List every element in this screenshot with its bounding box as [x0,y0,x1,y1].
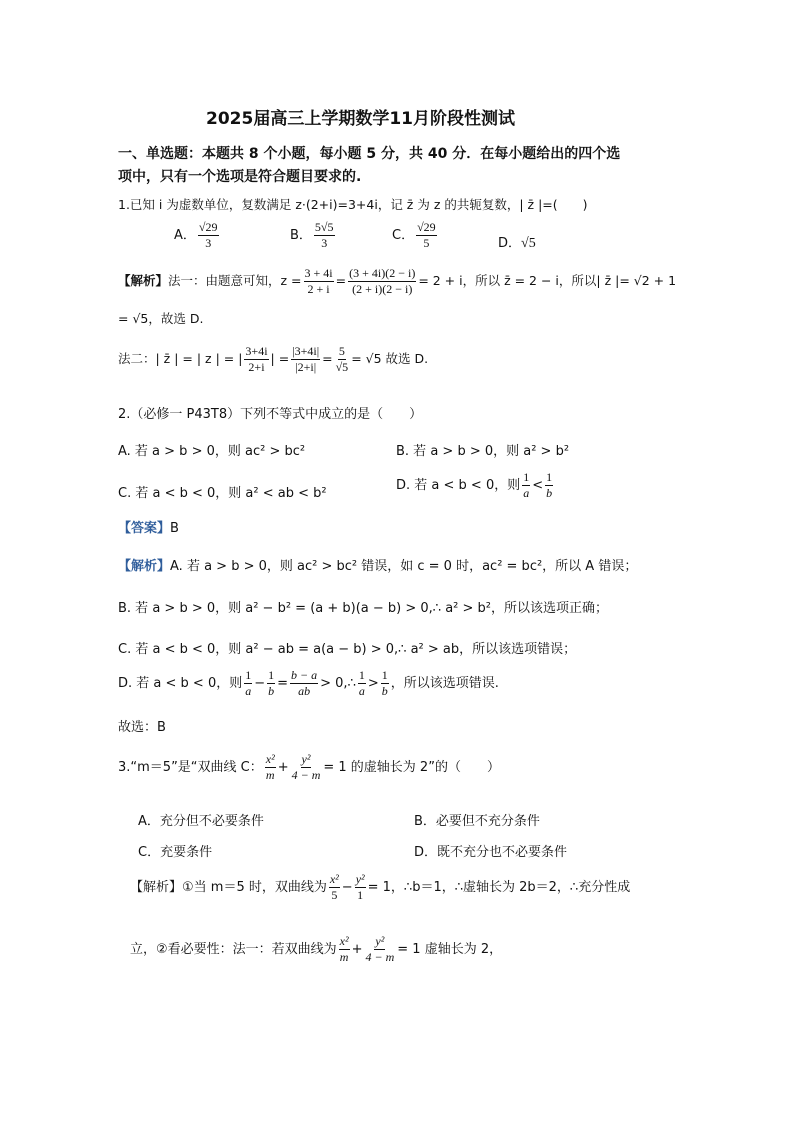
doc-title: 2025届高三上学期数学11月阶段性测试 [206,109,515,129]
section-heading-line1: 一、单选题：本题共 8 个小题，每小题 5 分，共 40 分．在每小题给出的四个选 [118,146,621,162]
q3-stem: 3.“m＝5”是“双曲线 C： $\frac{\text{x²}}{m}$ + $\frac{\text{y²}}{4 - m}$ = 1 的虚轴长为 2”的（ ） [118,752,500,782]
q1-option-a: A． $\frac{√29}{3}$ [174,220,218,250]
q3-option-b: B．必要但不充分条件 [414,814,540,829]
q2-option-c: C. 若 a < b < 0，则 a² < ab < b² [118,486,327,501]
q1-analysis-method1: 【解析】法一：由题意可知，z = $\frac{3 + 4i}{2 + i}$ = $\frac{(3 + 4i)(2 - i)}{(2 + i)(2 - i)}$ = 2 + i，所以 z̄ = 2 − i，所以| z̄ |= √2 + 1 [118,266,677,296]
q3-option-a: A．充分但不必要条件 [138,814,264,829]
q2-conclusion: 故选：B [118,720,166,735]
q3-analysis-line2: 立，②看必要性：法一：若双曲线为 $\frac{\text{x²}}{m}$ + $\frac{\text{y²}}{4 - m}$ = 1 虚轴长为 2， [130,934,503,964]
q1-analysis-method2: 法二：| z̄ | = | z | = | $\frac{3+4i}{2+i}$ | = $\frac{|3+4i|}{|2+i|}$ = $\frac{5}{√5}$ = √5 故选 D. [118,344,429,374]
q2-stem: 2.（必修一 P43T8）下列不等式中成立的是（ ） [118,407,423,422]
q1-option-d: D．√5 [498,236,536,251]
q1-stem: 1.已知 i 为虚数单位，复数满足 z·(2+i)=3+4i，记 z̄ 为 z 的共轭复数，| z̄ |=( ) [118,197,588,212]
q1-option-b: B． $\frac{5√5}{3}$ [290,220,334,250]
q2-option-b: B. 若 a > b > 0，则 a² > b² [396,444,570,459]
q2-option-a: A. 若 a > b > 0，则 ac² > bc² [118,444,306,459]
q3-option-c: C．充要条件 [138,845,213,860]
q2-analysis-a: 【解析】A. 若 a > b > 0，则 ac² > bc² 错误，如 c = 0 时，ac² = bc²，所以 A 错误； [118,559,638,574]
q1-analysis-method1-cont: = √5，故选 D. [118,311,204,326]
q2-analysis-c: C. 若 a < b < 0，则 a² − ab = a(a − b) > 0,∴ a² > ab，所以该选项错误； [118,642,577,657]
q2-analysis-b: B. 若 a > b > 0，则 a² − b² = (a + b)(a − b) > 0,∴ a² > b²，所以该选项正确； [118,601,609,616]
q2-answer: 【答案】B [118,521,179,536]
q3-analysis-line1: 【解析】①当 m＝5 时，双曲线为 $\frac{\text{x²}}{5}$ − $\frac{\text{y²}}{1}$ = 1，∴b＝1，∴虚轴长为 2b＝2，∴充分性成 [130,872,631,902]
section-heading-line2: 项中，只有一个选项是符合题目要求的. [118,169,362,185]
q2-analysis-d: D. 若 a < b < 0，则 $\frac{1}{a}$ − $\frac{1}{b}$ = $\frac{b - a}{ab}$ > 0,∴ $\frac{1}{a}$ > $\frac{1}{b}$ ，所以该选项错误. [118,668,499,698]
q1-option-c: C． $\frac{√29}{5}$ [392,220,436,250]
q2-option-d: D. 若 a < b < 0，则 $\frac{1}{a}$ < $\frac{1}{b}$ [396,470,553,500]
q3-option-d: D．既不充分也不必要条件 [414,845,568,860]
